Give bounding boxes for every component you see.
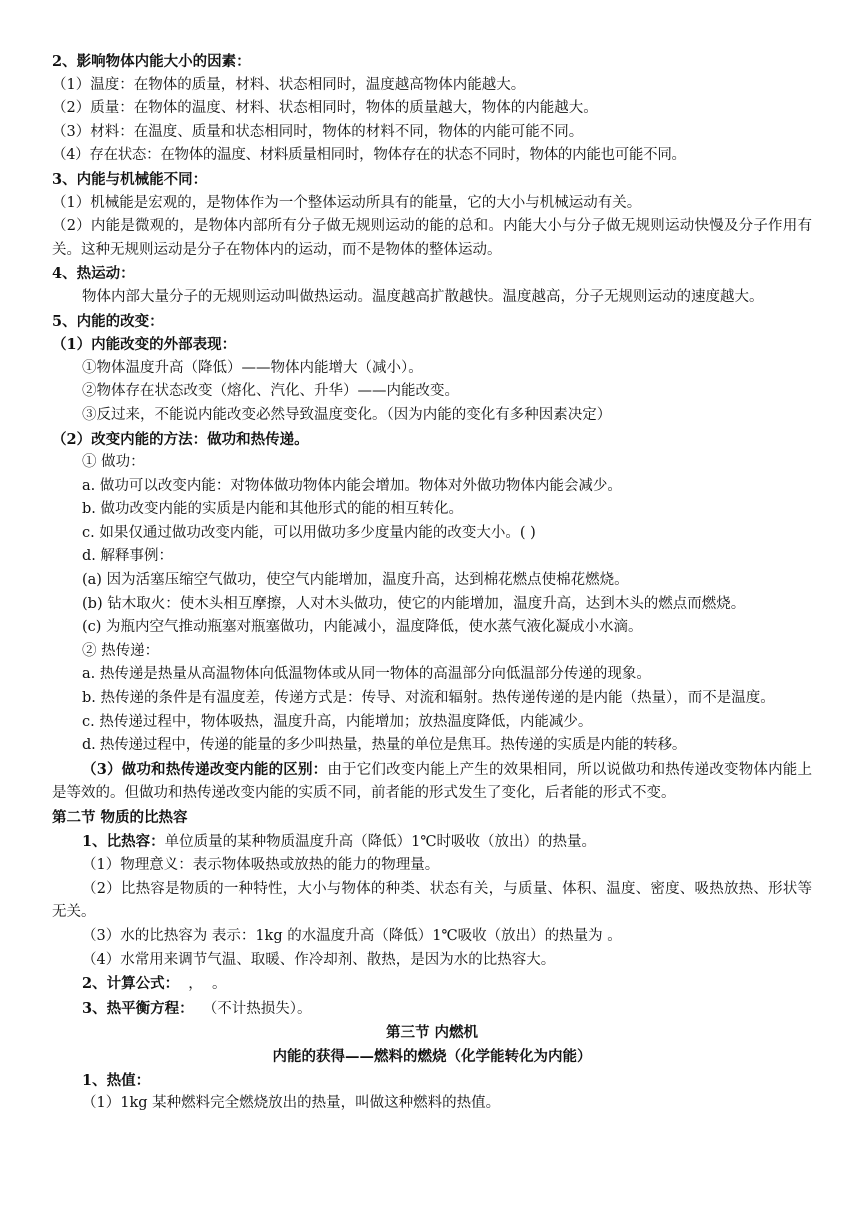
formula-line (52, 972, 812, 997)
s5-subheading-2: （2）改变内能的方法：做功和热传递。 (52, 430, 309, 448)
s2-line-4: （4）存在状态：在物体的温度、材料质量相同时，物体存在的状态不同时，物体的内能也可能不同。 (52, 147, 686, 164)
s5-item-1: ①物体温度升高（降低）——物体内能增大（减小）。 (82, 359, 423, 376)
heat-c: c. 热传递过程中，物体吸热，温度升高，内能增加；放热温度降低，内能减少。 (82, 713, 593, 730)
s2-line-2: （2）质量：在物体的温度、材料、状态相同时，物体的质量越大，物体的内能越大。 (52, 100, 598, 117)
heat-heading: ② 热传递： (82, 642, 160, 659)
s5-subheading-3-paragraph (52, 758, 812, 806)
example-c: (c) 为瓶内空气推动瓶塞对瓶塞做功，内能减小，温度降低，使水蒸气液化凝成小水滴。 (82, 619, 643, 636)
specific-heat-label: 1、比热容： (82, 832, 165, 850)
s2-line-3: （3）材料：在温度、质量和状态相同时，物体的材料不同，物体的内能可能不同。 (52, 123, 584, 140)
work-c: c. 如果仅通过做功改变内能，可以用做功多少度量内能的改变大小。( ) (82, 524, 536, 541)
formula-text: ， 。 (179, 976, 227, 993)
section-5-heading: 5、内能的改变： (52, 312, 164, 330)
heat-balance-label: 3、热平衡方程： (82, 999, 194, 1017)
heat-value-1: （1）1kg 某种燃料完全燃烧放出的热量，叫做这种燃料的热值。 (82, 1095, 501, 1112)
s2-line-1: （1）温度：在物体的质量，材料、状态相同时，温度越高物体内能越大。 (52, 76, 526, 93)
s4-line-1: 物体内部大量分子的无规则运动叫做热运动。温度越高扩散越快。温度越高，分子无规则运动的速度越大。 (82, 288, 764, 305)
specific-heat-4: （4）水常用来调节气温、取暖、作冷却剂、散热，是因为水的比热容大。 (82, 951, 556, 968)
s3-line-1-text: 机械能是宏观的，是物体作为一个整体运动所具有的能量，它的大小与机械运动有关。 (90, 194, 642, 211)
heat-d: d. 热传递过程中，传递的能量的多少叫热量，热量的单位是焦耳。热传递的实质是内能的转移。 (82, 737, 687, 754)
s3-line-2: （2）内能是微观的，是物体内部所有分子做无规则运动的能的总和。内能大小与分子做无规则运动快慢及分子作用有关。这种无规则运动是分子在物体内的运动，而不是物体的整体运动。 (52, 218, 812, 258)
work-d: d. 解释事例： (82, 548, 173, 565)
work-a: a. 做功可以改变内能：对物体做功物体内能会增加。物体对外做功物体内能会减少。 (82, 477, 622, 494)
chapter-3-title: 第三节 内燃机 (385, 1024, 479, 1042)
heat-a: a. 热传递是热量从高温物体向低温物体或从同一物体的高温部分向低温部分传递的现象。 (82, 666, 651, 683)
chapter-2-title: 第二节 物质的比热容 (52, 809, 188, 826)
work-heading: ① 做功： (82, 454, 145, 471)
specific-heat-1: （1）物理意义：表示物体吸热或放热的能力的物理量。 (82, 857, 440, 874)
chapter-3-subtitle: 内能的获得——燃料的燃烧（化学能转化为内能） (272, 1047, 592, 1065)
example-b: (b) 钻木取火：使木头相互摩擦，人对木头做功，使它的内能增加，温度升高，达到木头的燃点而燃烧。 (82, 595, 746, 612)
work-b: b. 做功改变内能的实质是内能和其他形式的能的相互转化。 (82, 501, 463, 518)
specific-heat-3: （3）水的比热容为 表示：1kg 的水温度升高（降低）1℃吸收（放出）的热量为 。 (82, 927, 622, 944)
heat-value-heading: 1、热值： (82, 1071, 151, 1089)
s3-line-1: （1）机械能是宏观的，是物体作为一个整体运动所具有的能量，它的大小与机械运动有关。 (52, 194, 642, 211)
section-4-heading: 4、热运动： (52, 265, 135, 283)
s5-item-3: ③反过来，不能说内能改变必然导致温度变化。（因为内能的变化有多种因素决定） (82, 406, 612, 423)
section-2-heading: 2、影响物体内能大小的因素： (52, 53, 251, 70)
heat-balance-line (52, 997, 812, 1022)
example-a: (a) 因为活塞压缩空气做功，使空气内能增加，温度升高，达到棉花燃点使棉花燃烧。 (82, 572, 629, 589)
specific-heat-definition (52, 830, 812, 855)
s5-item-2: ②物体存在状态改变（熔化、汽化、升华）——内能改变。 (82, 383, 459, 400)
specific-heat-2: （2）比热容是物质的一种特性，大小与物体的种类、状态有关，与质量、体积、温度、密度、吸热放热、形状等无关。 (52, 880, 812, 921)
s5-subheading-3-text: 由于它们改变内能上产生的效果相同，所以说做功和热传递改变物体内能上是等效的。但做功和热传递改变内能的实质不同，前者能的形式发生了变化，后者能的形式不变。 (52, 761, 812, 802)
heat-b: b. 热传递的条件是有温度差，传递方式是：传导、对流和辐射。热传递传递的是内能（热量），而不是温度。 (82, 690, 775, 707)
s5-subheading-1: （1）内能改变的外部表现： (52, 336, 237, 354)
formula-label: 2、计算公式： (82, 975, 180, 993)
s5-subheading-3: （3）做功和热传递改变内能的区别： (82, 760, 328, 778)
specific-heat-text: 单位质量的某种物质温度升高（降低）1℃时吸收（放出）的热量。 (164, 833, 597, 850)
heat-balance-text: （不计热损失）。 (193, 1000, 312, 1017)
section-3-heading: 3、内能与机械能不同： (52, 170, 208, 188)
